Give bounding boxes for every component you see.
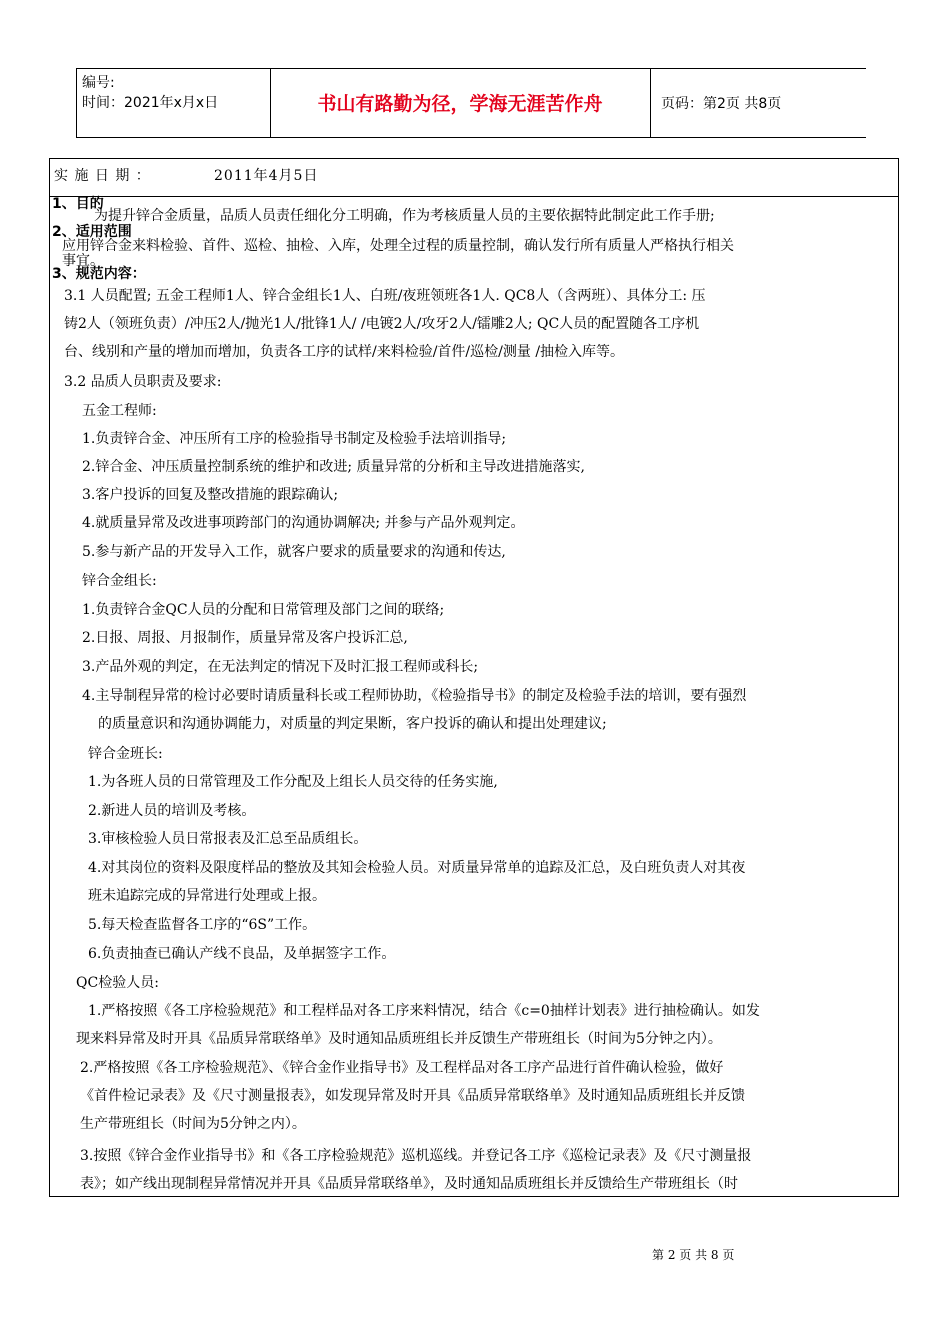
list-item: 3.按照《锌合金作业指导书》和《各工序检验规范》巡机巡线。并登记各工序《巡检记录表》及《尺寸测量报 (80, 1148, 752, 1164)
implementation-date-label: 实 施 日 期 ： (54, 168, 151, 184)
header-meta (82, 73, 218, 113)
time-label: 时间：2021年x月x日 (82, 95, 219, 111)
header-divider (650, 69, 651, 137)
implementation-date-value: 2011年4月5日 (214, 168, 319, 184)
list-item: 《首件检记录表》及《尺寸测量报表》，如发现异常及时开具《品质异常联络单》及时通知品质班组长并反馈 (80, 1088, 745, 1104)
section-3-1-line: 台、线别和产量的增加而增加，负责各工序的试样/来料检验/首件/巡检/测量 /抽检入库等。 (64, 344, 625, 360)
section-3-title: 3、规范内容： (52, 266, 146, 282)
content-table (49, 158, 899, 1197)
section-3-1-line: 铸2人（领班负责）/冲压2人/抛光1人/批锋1人/ /电镀2人/攻牙2人/镭雕2人; QC人员的配置随各工序机 (64, 316, 700, 332)
list-item: 4.就质量异常及改进事项跨部门的沟通协调解决; 并参与产品外观判定。 (82, 515, 525, 531)
list-item: 现来料异常及时开具《品质异常联络单》及时通知品质班组长并反馈生产带班组长（时间为5分钟之内）。 (76, 1031, 722, 1047)
list-item: 3.客户投诉的回复及整改措施的跟踪确认; (82, 487, 339, 503)
group-leader-title: 锌合金组长: (82, 573, 157, 589)
list-item: 6.负责抽查已确认产线不良品，及单据签字工作。 (88, 946, 396, 962)
list-item: 的质量意识和沟通协调能力，对质量的判定果断，客户投诉的确认和提出处理建议; (98, 716, 607, 732)
row-divider (50, 196, 898, 197)
list-item: 生产带班组长（时间为5分钟之内）。 (80, 1116, 306, 1132)
number-label: 编号: (82, 75, 115, 91)
list-item: 1.为各班人员的日常管理及工作分配及上组长人员交待的任务实施, (88, 774, 498, 790)
document-header (76, 68, 866, 138)
list-item: 1.负责锌合金、冲压所有工序的检验指导书制定及检验手法培训指导; (82, 431, 507, 447)
list-item: 班未追踪完成的异常进行处理或上报。 (88, 888, 326, 904)
list-item: 2.锌合金、冲压质量控制系统的维护和改进; 质量异常的分析和主导改进措施落实, (82, 459, 585, 475)
engineer-title: 五金工程师: (82, 403, 157, 419)
section-3-1-line: 3.1 人员配置; 五金工程师1人、锌合金组长1人、白班/夜班领班各1人. QC8人（含两班）、具体分工: 压 (64, 288, 706, 304)
list-item: 表》；如产线出现制程异常情况并开具《品质异常联络单》，及时通知品质班组长并反馈给生产带班组长（时 (80, 1176, 738, 1192)
section-1-text: 为提升锌合金质量，品质人员责任细化分工明确，作为考核质量人员的主要依据特此制定此工作手册; (94, 208, 715, 224)
page-footer: 第 2 页 共 8 页 (652, 1248, 735, 1262)
motto-text: 书山有路勤为径，学海无涯苦作舟 (317, 93, 603, 115)
shift-leader-title: 锌合金班长: (88, 746, 163, 762)
header-divider (76, 69, 77, 137)
list-item: 1.负责锌合金QC人员的分配和日常管理及部门之间的联络; (82, 602, 445, 618)
list-item: 1.严格按照《各工序检验规范》和工程样品对各工序来料情况，结合《c=0抽样计划表》进行抽检确认。如发 (88, 1003, 760, 1019)
page-label: 页码：第2页 共8页 (661, 96, 782, 112)
list-item: 2.严格按照《各工序检验规范》、《锌合金作业指导书》及工程样品对各工序产品进行首件确认检验，做好 (80, 1060, 724, 1076)
list-item: 3.审核检验人员日常报表及汇总至品质组长。 (88, 831, 368, 847)
section-3-2-line: 3.2 品质人员职责及要求: (64, 374, 222, 390)
section-2-text: 应用锌合金来料检验、首件、巡检、抽检、入库，处理全过程的质量控制，确认发行所有质量人严格执行相关 (62, 238, 734, 254)
list-item: 4.主导制程异常的检讨必要时请质量科长或工程师协助，《检验指导书》的制定及检验手法的培训，要有强烈 (82, 688, 747, 704)
section-2-title: 2、适用范围 (52, 224, 132, 240)
list-item: 2.新进人员的培训及考核。 (88, 803, 256, 819)
qc-title: QC检验人员: (76, 975, 159, 991)
section-1-title: 1、目的 (52, 196, 104, 212)
list-item: 3.产品外观的判定，在无法判定的情况下及时汇报工程师或科长; (82, 659, 479, 675)
list-item: 4.对其岗位的资料及限度样品的整放及其知会检验人员。对质量异常单的追踪及汇总，及白班负责人对其夜 (88, 860, 746, 876)
section-2-text-cont: 事宜。 (62, 253, 104, 269)
list-item: 2.日报、周报、月报制作，质量异常及客户投诉汇总, (82, 630, 408, 646)
implementation-date (54, 165, 319, 185)
list-item: 5.每天检查监督各工序的“6S”工作。 (88, 917, 317, 933)
list-item: 5.参与新产品的开发导入工作，就客户要求的质量要求的沟通和传达, (82, 544, 506, 560)
